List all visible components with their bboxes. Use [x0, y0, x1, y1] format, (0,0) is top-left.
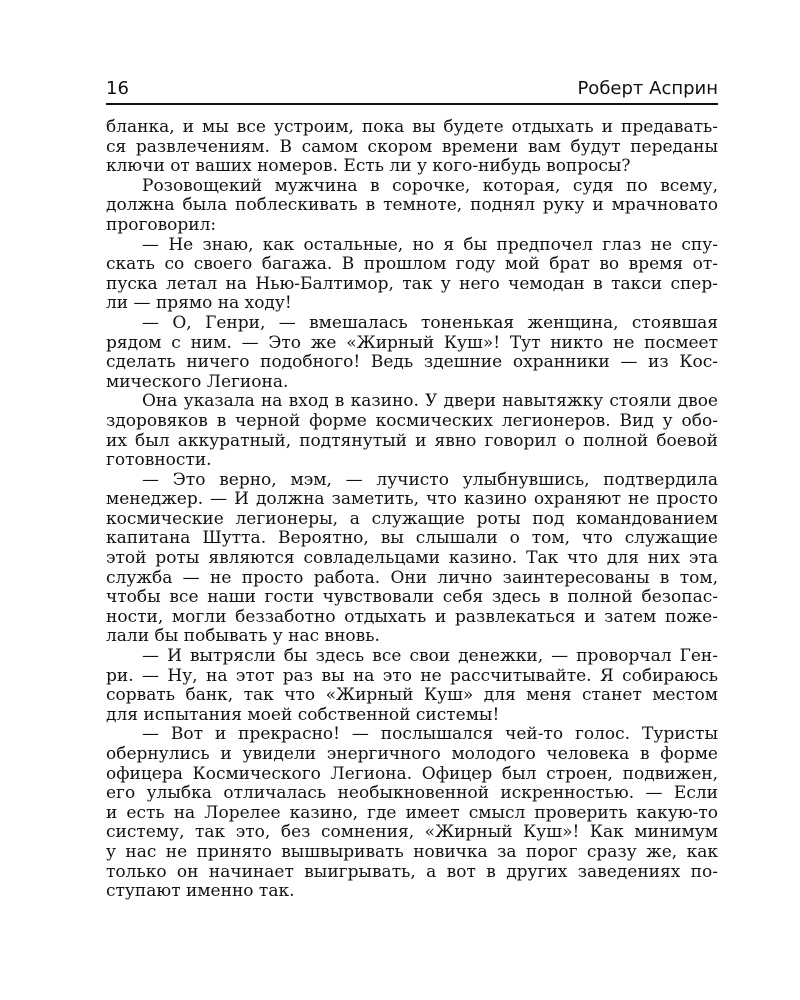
text-line: ключи от ваших номеров. Есть ли у кого-нибудь вопросы? [106, 156, 631, 177]
paragraph [106, 471, 718, 647]
text-line: обернулись и увидели энергичного молодого человека в форме [106, 744, 718, 764]
paragraph [106, 314, 718, 392]
text-line: ступают именно так. [106, 881, 295, 902]
header-rule [106, 103, 718, 105]
page-number: 16 [106, 78, 129, 99]
paragraph [106, 725, 718, 901]
text-line: готовности. [106, 450, 212, 471]
paragraph [106, 177, 718, 236]
text-line: рядом с ним. — Это же «Жирный Куш»! Тут никто не посмеет [106, 332, 718, 353]
text-line: — Не знаю, как остальные, но я бы предпочел глаз не спу- [142, 234, 718, 255]
text-line: капитана Шутта. Вероятно, вы слышали о том, что служащие [106, 528, 718, 549]
text-line: — Это верно, мэм, — лучисто улыбнувшись, подтвердила [142, 469, 718, 490]
text-line: только он начинает выигрывать, а вот в других заведениях по- [106, 861, 718, 882]
paragraph [106, 392, 718, 470]
text-line: — И вытрясли бы здесь все свои денежки, — проворчал Ген- [142, 646, 718, 667]
body-text [106, 118, 718, 902]
text-line: мического Легиона. [106, 371, 289, 392]
text-line: этой роты являются совладельцами казино. Так что для них эта [106, 548, 718, 569]
text-line: его улыбка отличалась необыкновенной искренностью. — Если [106, 783, 718, 804]
text-line: офицера Космического Легиона. Офицер был строен, подвижен, [106, 763, 718, 784]
text-line: и есть на Лорелее казино, где имеет смысл проверить какую-то [106, 802, 718, 823]
text-line: лали бы побывать у нас вновь. [106, 626, 380, 647]
text-line: служба — не просто работа. Они лично заинтересованы в том, [106, 567, 718, 588]
text-line: бланка, и мы все устроим, пока вы будете отдыхать и предавать- [106, 117, 718, 137]
text-line: для испытания моей собственной системы! [106, 704, 500, 725]
book-page [106, 78, 718, 902]
text-line: космические легионеры, а служащие роты под командованием [106, 508, 718, 529]
text-line: у нас не принято вышвыривать новичка за порог сразу же, как [106, 841, 718, 862]
paragraph [106, 236, 718, 314]
text-line: — Вот и прекрасно! — послышался чей-то голос. Туристы [142, 724, 718, 745]
text-line: сорвать банк, так что «Жирный Куш» для меня станет местом [106, 685, 718, 706]
text-line: ри. — Ну, на этот раз вы на это не рассчитывайте. Я собираюсь [106, 665, 718, 686]
text-line: скать со своего багажа. В прошлом году мой брат во время от- [106, 254, 718, 275]
text-line: — О, Генри, — вмешалась тоненькая женщина, стоявшая [142, 312, 718, 333]
text-line: Она указала на вход в казино. У двери навытяжку стояли двое [142, 391, 718, 412]
text-line: проговорил: [106, 214, 217, 235]
text-line: здоровяков в черной форме космических легионеров. Вид у обо- [106, 410, 718, 431]
text-line: ности, могли беззаботно отдыхать и развлекаться и затем поже- [106, 606, 718, 627]
text-line: их был аккуратный, подтянутый и явно говорил о полной боевой [106, 430, 718, 451]
running-title: Роберт Асприн [577, 78, 718, 99]
page-header [106, 78, 718, 100]
text-line: пуска летал на Нью-Балтимор, так у него чемодан в такси спер- [106, 273, 718, 294]
text-line: сделать ничего подобного! Ведь здешние охранники — из Кос- [106, 352, 718, 373]
text-line: Розовощекий мужчина в сорочке, которая, судя по всему, [142, 175, 718, 196]
paragraph [106, 118, 718, 177]
text-line: должна была поблескивать в темноте, поднял руку и мрачновато [106, 195, 718, 216]
text-line: менеджер. — И должна заметить, что казино охраняют не просто [106, 489, 718, 510]
text-line: ся развлечениям. В самом скором времени вам будут переданы [106, 136, 718, 157]
text-line: чтобы все наши гости чувствовали себя здесь в полной безопас- [106, 587, 718, 608]
text-line: систему, так это, без сомнения, «Жирный Куш»! Как минимум [106, 822, 718, 843]
text-line: ли — прямо на ходу! [106, 293, 292, 314]
paragraph [106, 647, 718, 725]
